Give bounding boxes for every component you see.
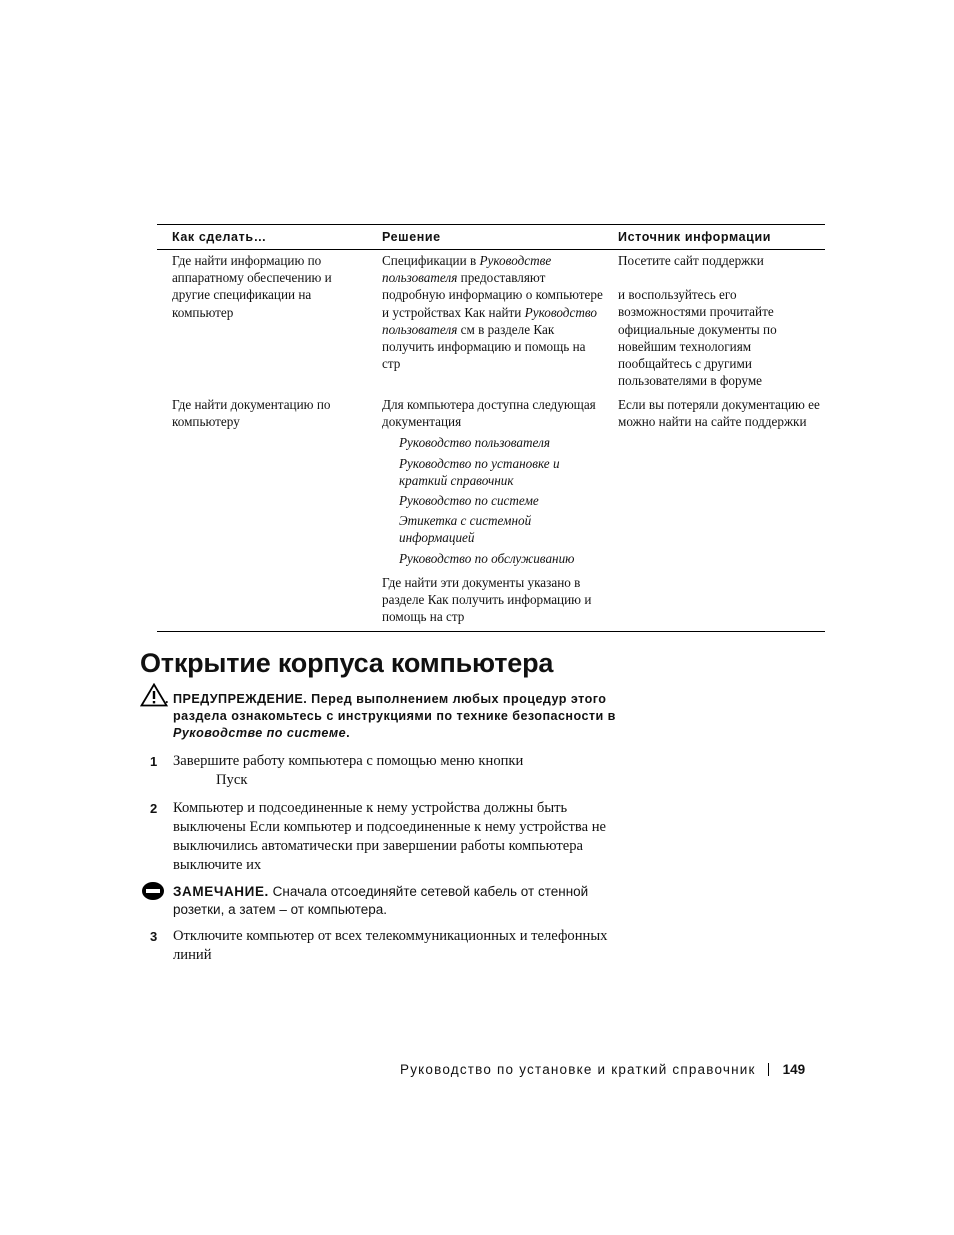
step-text: Компьютер и подсоединенные к нему устройства должны быть выключены Если компьютер и подсоединенные к нему устройства не выключились автоматически при завершении работы компьютера выключите их	[173, 800, 606, 873]
table-header-row	[157, 225, 825, 250]
warning-end: .	[346, 726, 351, 740]
row2-source: Если вы потеряли документацию ее можно найти на сайте поддержки	[618, 397, 820, 430]
page-footer	[400, 1062, 836, 1077]
notice-label: ЗАМЕЧАНИЕ.	[173, 884, 269, 899]
footer-title: Руководство по установке и краткий справочник	[400, 1062, 756, 1077]
table-row	[157, 250, 825, 396]
notice-text	[173, 883, 633, 918]
notice-icon	[141, 881, 165, 901]
step-text	[173, 752, 643, 790]
warning-triangle-icon	[140, 683, 168, 707]
row1-source	[618, 252, 823, 389]
list-item: Руководство по системе	[399, 493, 539, 509]
list-item: Этикетка с системной информацией	[399, 513, 532, 546]
row2-outro: Где найти эти документы указано в разделе Как получить информацию и помощь на стр	[382, 574, 592, 625]
list-item: Руководство пользователя	[399, 435, 550, 451]
step-text: Отключите компьютер от всех телекоммуникационных и телефонных линий	[173, 928, 608, 963]
row2-intro: Для компьютера доступна следующая документация	[382, 397, 596, 430]
warning-doc-ref: Руководстве по системе	[173, 726, 347, 740]
notice-body: Сначала отсоединяйте сетевой кабель от стенной розетки, а затем – от компьютера.	[173, 884, 589, 917]
row1-source-line: Посетите сайт поддержки	[618, 253, 764, 268]
row2-question: Где найти документацию по компьютеру	[172, 397, 331, 430]
table-row	[157, 396, 825, 631]
warning-dot: .	[165, 692, 169, 706]
header-how-to: Как сделать…	[172, 230, 267, 244]
step-number: 2	[150, 801, 158, 816]
header-solution: Решение	[382, 230, 441, 244]
start-button-label: Пуск	[216, 772, 248, 788]
row1-source-line: и воспользуйтесь его возможностями прочитайте официальные документы по новейшим технологиям пообщайтесь с другими пользователями в форуме	[618, 287, 777, 389]
warning-body: ПРЕДУПРЕЖДЕНИЕ. Перед выполнением любых процедур этого раздела ознакомьтесь с инструкциями по технике безопасности в	[173, 692, 616, 723]
document-list	[382, 434, 607, 566]
warning-text	[165, 691, 643, 742]
row1-solution-text: предоставляют подробную информацию о компьютере и устройствах Как найти	[382, 270, 603, 320]
row1-solution-doc: Руководство пользователя	[382, 304, 597, 337]
row1-solution-text: см в разделе Как получить информацию и помощь на стр	[382, 321, 586, 372]
list-item: Руководство по установке и краткий справочник	[399, 455, 560, 488]
info-table	[157, 224, 825, 632]
row1-question: Где найти информацию по аппаратному обеспечению и другие спецификации на компьютер	[172, 253, 332, 320]
page-number: 149	[782, 1062, 806, 1077]
row2-solution	[382, 396, 607, 625]
row1-solution-doc: Руководстве пользователя	[382, 253, 552, 286]
row1-solution	[382, 252, 607, 372]
footer-separator	[768, 1063, 769, 1076]
header-source: Источник информации	[618, 230, 772, 244]
section-heading: Открытие корпуса компьютера	[140, 648, 554, 678]
row1-solution-text: Спецификации в	[382, 253, 480, 268]
step-number: 1	[150, 754, 158, 769]
list-item: Руководство по обслуживанию	[399, 550, 575, 566]
step-text-line: Завершите работу компьютера с помощью меню кнопки	[173, 753, 524, 769]
step-number: 3	[150, 929, 158, 944]
